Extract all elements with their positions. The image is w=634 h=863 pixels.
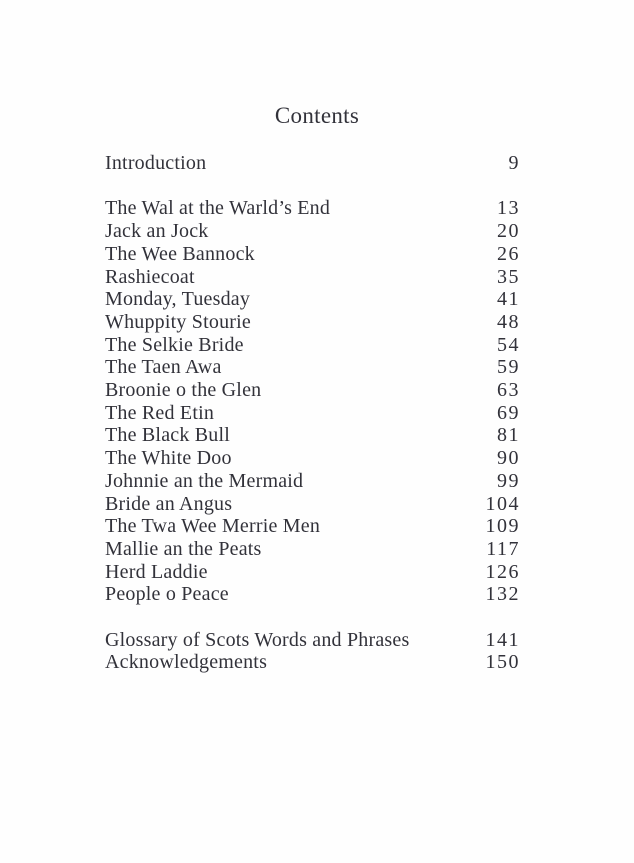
toc-entry-page: 13 [497,197,520,220]
toc-entry-page: 48 [497,310,520,333]
toc-entry [105,651,520,674]
toc-entry-page: 132 [485,583,520,606]
toc-entry [105,356,520,379]
toc-entry-page: 9 [508,152,520,174]
toc-entry-page: 150 [485,651,520,674]
toc-entry [105,493,520,516]
toc-entry-label: People o Peace [105,583,229,606]
toc-entry-label: Whuppity Stourie [105,310,251,333]
toc-entry-label: The Wal at the Warld’s End [105,197,331,220]
toc-entry-page: 26 [497,242,520,265]
toc-entry [105,470,520,493]
toc-entry [105,288,520,311]
toc-entry [105,583,520,606]
toc-entry-label: Rashiecoat [105,265,195,288]
toc-entry-label: The Twa Wee Merrie Men [105,515,321,538]
toc-entry-label: Mallie an the Peats [105,537,262,560]
toc-entry [105,515,520,538]
toc-entry-label: The Taen Awa [105,356,222,379]
toc-entry-page: 117 [486,537,520,560]
toc-entry-page: 41 [497,288,520,311]
toc-entry-label: The Red Etin [105,401,215,424]
toc-entry-label: Glossary of Scots Words and Phrases [105,628,410,651]
toc-entry-label: Jack an Jock [105,220,209,243]
toc-section-back-matter [105,629,520,674]
toc-section-stories [105,197,520,606]
toc-entry-label: Johnnie an the Mermaid [105,469,304,492]
toc-entry-page: 90 [497,447,520,470]
toc-entry-label: The Wee Bannock [105,242,255,265]
toc-entry [105,243,520,266]
toc-entry-page: 63 [497,379,520,402]
toc-entry [105,152,520,175]
toc-entry-label: Broonie o the Glen [105,379,262,402]
toc-entry [105,561,520,584]
toc-entry-label: Introduction [105,152,207,174]
toc-entry [105,538,520,561]
toc-entry-label: Monday, Tuesday [105,288,251,311]
toc-entry [105,311,520,334]
toc-entry [105,629,520,652]
toc-entry-label: Acknowledgements [105,651,268,674]
toc-entry-label: The Black Bull [105,424,230,447]
toc-entry-page: 126 [485,560,520,583]
toc-entry [105,402,520,425]
toc-entry-label: Herd Laddie [105,560,208,583]
toc-entry [105,220,520,243]
toc-entry-label: The Selkie Bride [105,333,244,356]
toc-entry-page: 35 [497,265,520,288]
toc-section-front-matter [105,152,520,175]
toc-entry-page: 20 [497,220,520,243]
toc-entry [105,379,520,402]
toc-entry-page: 59 [497,356,520,379]
toc-entry-page: 104 [485,492,520,515]
toc-entry-page: 81 [497,424,520,447]
toc-entry [105,447,520,470]
toc-entry-page: 54 [497,333,520,356]
toc-entry-label: The White Doo [105,447,232,470]
toc-entry-page: 109 [485,515,520,538]
toc-entry-label: Bride an Angus [105,492,233,515]
toc-entry [105,197,520,220]
toc-entry [105,334,520,357]
page-title: Contents [274,103,360,128]
table-of-contents [105,152,520,674]
toc-entry [105,424,520,447]
toc-entry-page: 141 [485,628,520,651]
toc-entry-page: 99 [497,469,520,492]
toc-entry [105,266,520,289]
toc-entry-page: 69 [497,401,520,424]
